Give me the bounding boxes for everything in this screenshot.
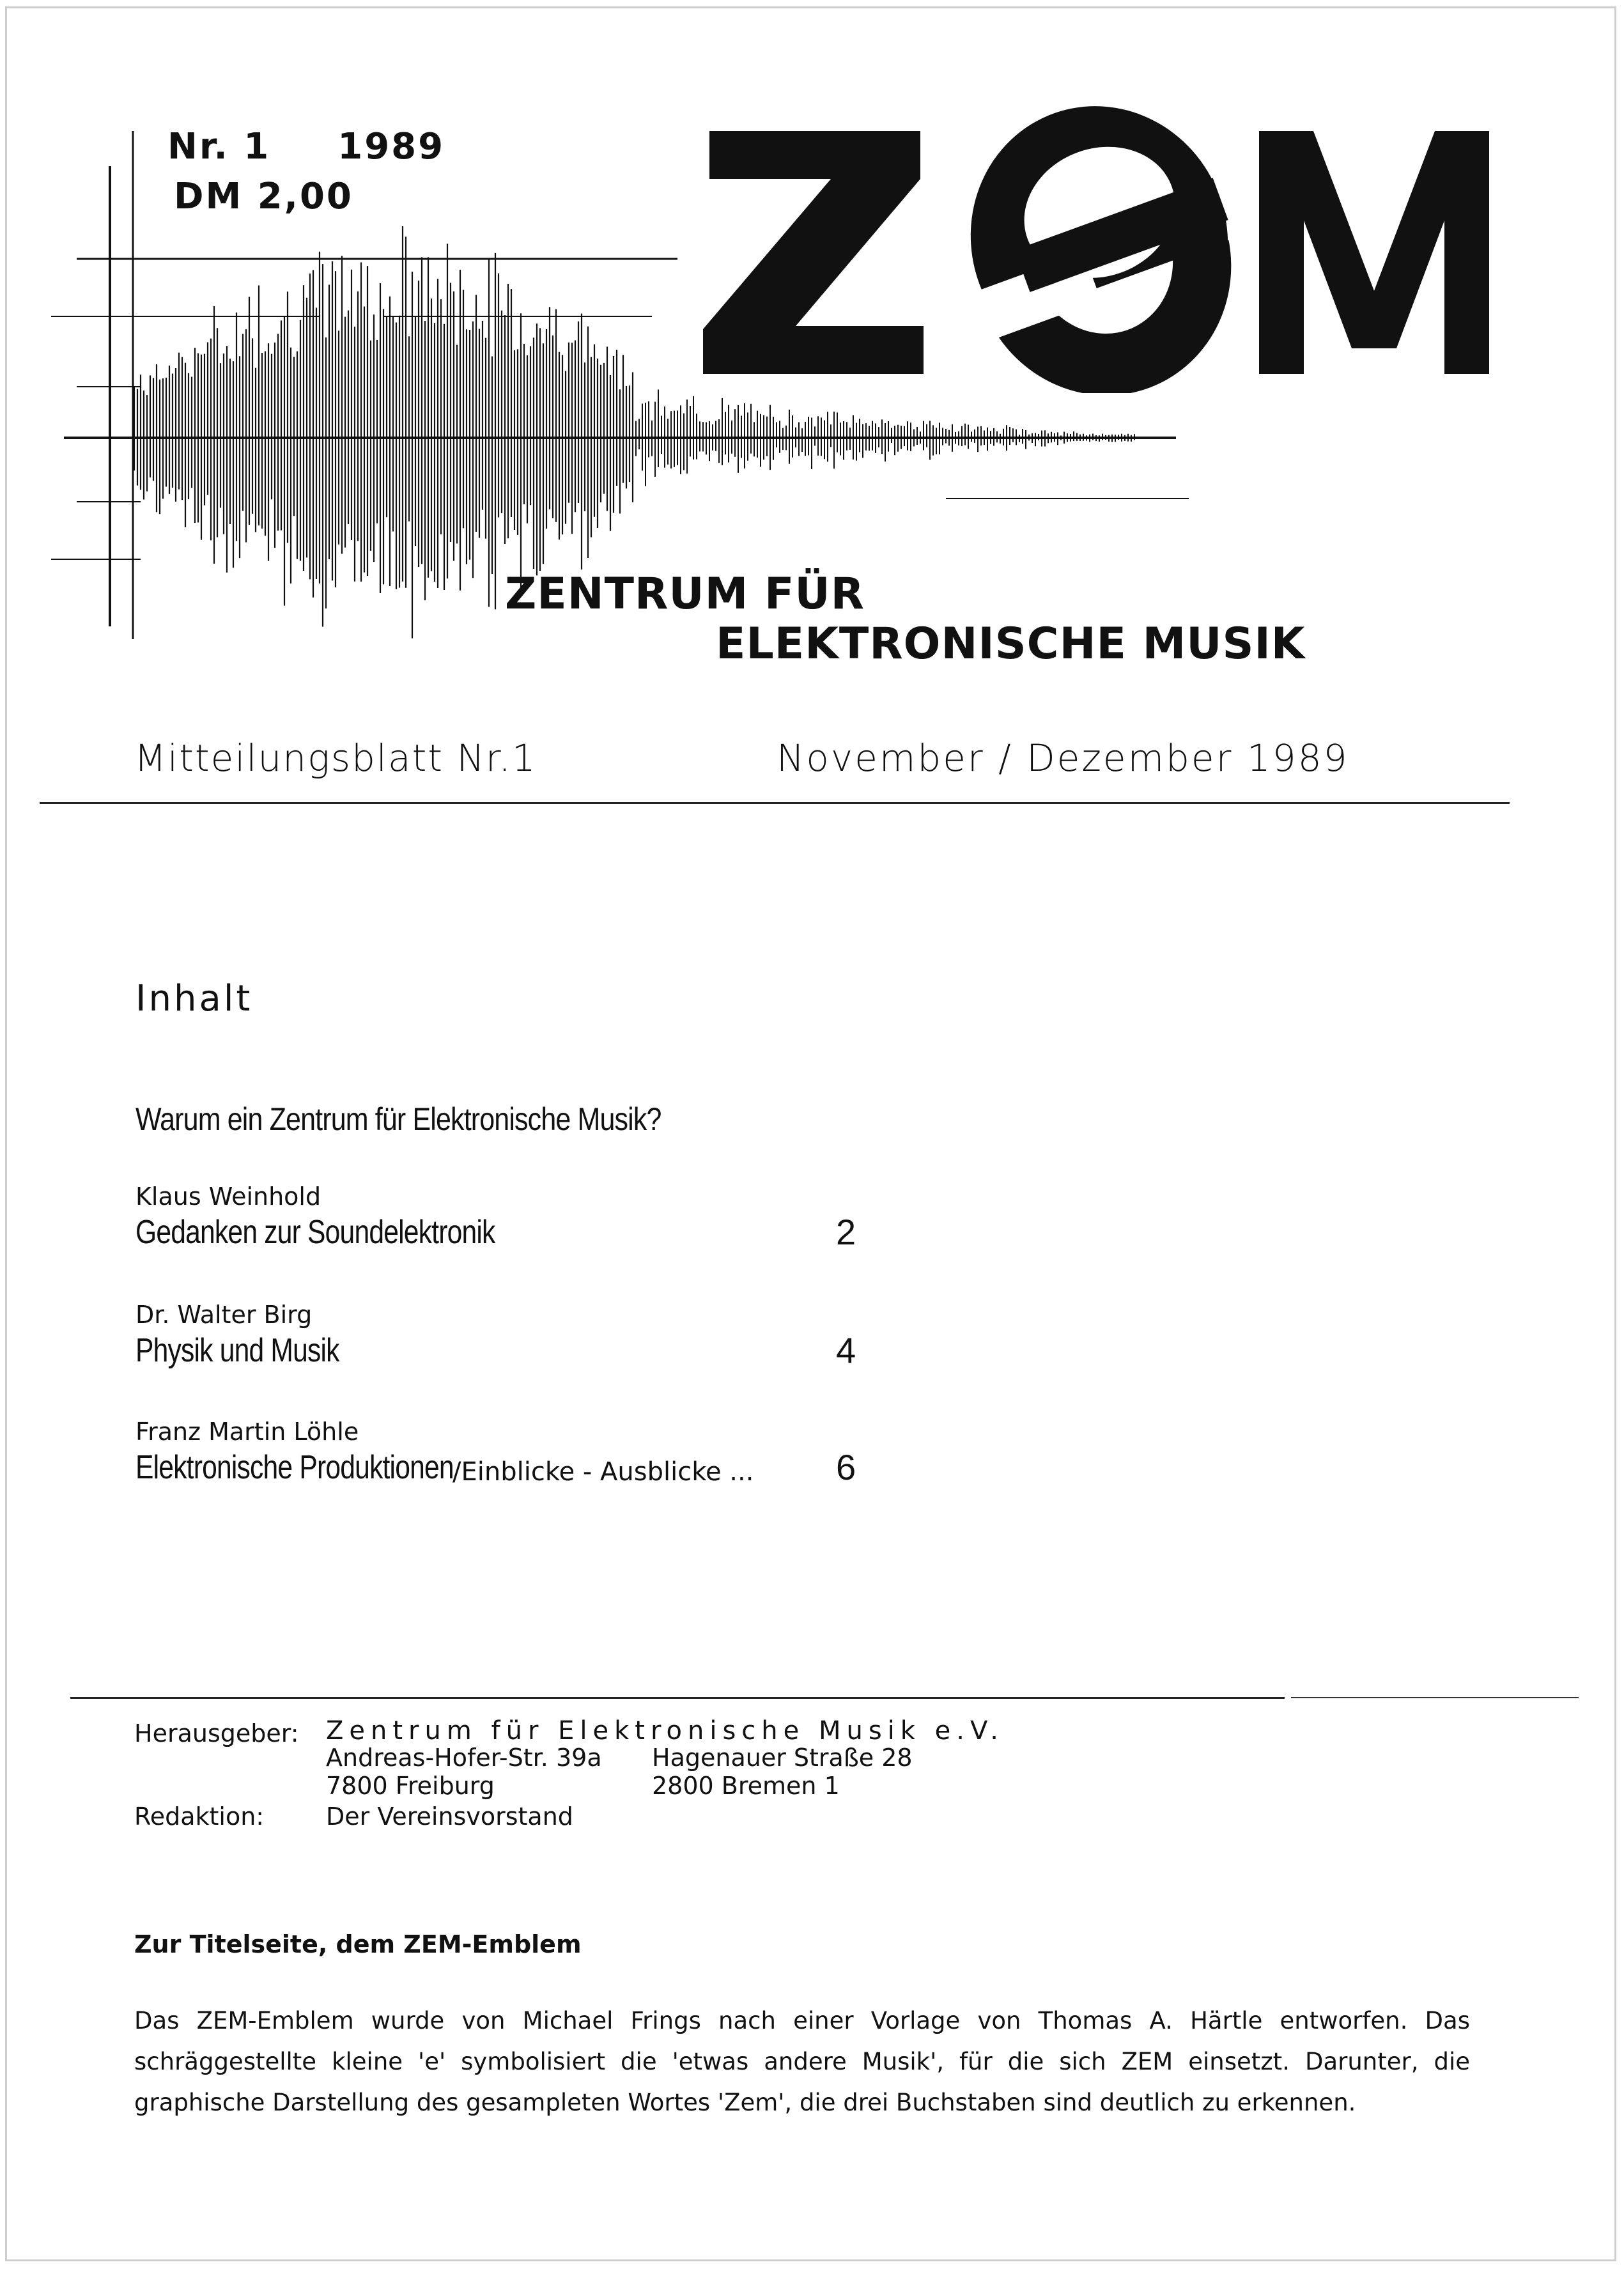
publisher-label: Herausgeber: bbox=[134, 1719, 299, 1747]
issue-year: 1989 bbox=[337, 126, 445, 167]
toc-title: Elektronische Produktionen bbox=[135, 1449, 454, 1486]
address-left-city: 7800 Freiburg bbox=[326, 1772, 495, 1800]
imprint-rule bbox=[70, 1697, 1285, 1699]
org-name-line1: ZENTRUM FÜR bbox=[505, 569, 865, 619]
issue-price: DM 2,00 bbox=[174, 176, 353, 217]
issue-number: Nr. 1 bbox=[167, 126, 271, 167]
toc-subtitle: /Einblicke - Ausblicke ... bbox=[452, 1457, 754, 1487]
imprint-rule-end bbox=[1291, 1697, 1579, 1698]
emblem-heading: Zur Titelseite, dem ZEM-Emblem bbox=[134, 1930, 582, 1958]
address-right-street: Hagenauer Straße 28 bbox=[652, 1744, 913, 1772]
publisher-name: Zentrum für Elektronische Musik e.V. bbox=[326, 1716, 1004, 1746]
masthead-rule bbox=[40, 802, 1510, 804]
toc-author: Dr. Walter Birg bbox=[135, 1301, 313, 1329]
toc-title: Physik und Musik bbox=[135, 1332, 339, 1369]
toc-heading: Inhalt bbox=[135, 978, 253, 1019]
toc-lead-title: Warum ein Zentrum für Elektronische Musik? bbox=[135, 1101, 661, 1137]
toc-title: Gedanken zur Soundelektronik bbox=[135, 1214, 495, 1251]
newsletter-date: November / Dezember 1989 bbox=[777, 736, 1349, 780]
toc-page-number: 2 bbox=[836, 1212, 856, 1252]
editor-label: Redaktion: bbox=[134, 1802, 265, 1831]
zem-logo bbox=[703, 74, 1496, 393]
emblem-description: Das ZEM-Emblem wurde von Michael Frings nach einer Vorlage von Thomas A. Härtle entworfen. Das schräggestellte kleine 'e' symbolisiert die 'etwas andere Musik', für die sich ZEM einsetzt. Darunter, die graphische Darstellung des gesampleten Wortes 'Zem', die drei Buchstaben sind deutlich zu erkennen. bbox=[134, 2007, 1470, 2116]
toc-author: Klaus Weinhold bbox=[135, 1182, 321, 1211]
toc-page-number: 6 bbox=[836, 1447, 856, 1487]
newsletter-title: Mitteilungsblatt Nr.1 bbox=[134, 736, 537, 780]
toc-author: Franz Martin Löhle bbox=[135, 1418, 359, 1446]
address-right-city: 2800 Bremen 1 bbox=[652, 1772, 840, 1800]
address-left-street: Andreas-Hofer-Str. 39a bbox=[326, 1744, 602, 1772]
toc-page-number: 4 bbox=[836, 1330, 856, 1370]
org-name-line2: ELEKTRONISCHE MUSIK bbox=[716, 619, 1306, 669]
editor-name: Der Vereinsvorstand bbox=[326, 1802, 573, 1831]
